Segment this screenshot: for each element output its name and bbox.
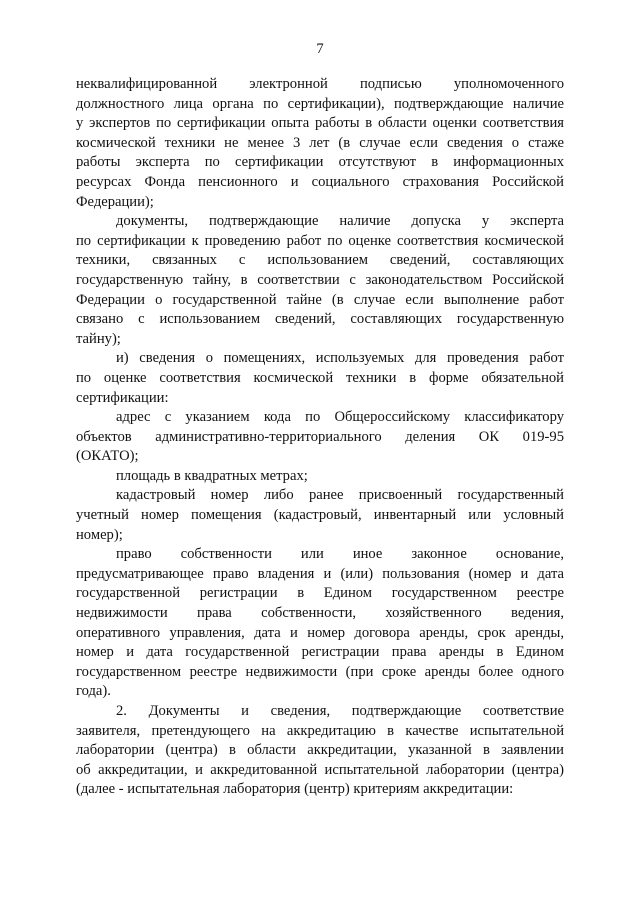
paragraph: [76, 545, 564, 702]
text-line: недвижимости права собственности, хозяйственного ведения,: [76, 605, 564, 622]
text-line: техники, связанных с использованием сведений, составляющих: [76, 252, 564, 269]
text-line: документы, подтверждающие наличие допуска у эксперта: [116, 213, 564, 230]
text-line: учетный номер помещения (кадастровый, инвентарный или условный: [76, 507, 564, 524]
text-line: Федерации о государственной тайне (в случае если выполнение работ: [76, 291, 564, 308]
paragraph: [76, 212, 564, 349]
text-line: по оценке соответствия космической техники в форме обязательной: [76, 369, 564, 386]
paragraph: [76, 486, 564, 545]
paragraph: [76, 75, 564, 212]
page-number: 7: [316, 41, 324, 57]
text-line: у экспертов по сертификации опыта работы в области оценки соответствия: [76, 115, 564, 132]
text-line: космической техники не менее 3 лет (в случае если сведения о стаже: [76, 134, 564, 151]
text-line: должностного лица органа по сертификации), подтверждающие наличие: [76, 95, 564, 112]
text-line: связано с использованием сведений, составляющих государственную: [76, 311, 564, 328]
text-line: адрес с указанием кода по Общероссийскому классификатору: [116, 409, 564, 426]
text-line: Федерации);: [76, 193, 154, 210]
paragraph: [76, 349, 564, 408]
paragraph: [76, 408, 564, 467]
text-line: (далее - испытательная лаборатория (центр) критериям аккредитации:: [76, 781, 514, 798]
document-body: [76, 75, 564, 800]
text-line: неквалифицированной электронной подписью уполномоченного: [76, 76, 564, 92]
text-line: номер);: [76, 526, 123, 543]
text-line: (ОКАТО);: [76, 448, 139, 465]
text-line: и) сведения о помещениях, используемых для проведения работ: [116, 350, 564, 367]
text-line: 2. Документы и сведения, подтверждающие соответствие: [116, 703, 564, 719]
text-line: сертификации:: [76, 389, 169, 406]
text-line: об аккредитации, и аккредитованной испытательной лаборатории (центра): [76, 761, 564, 778]
text-line: государственной регистрации в Едином государственном реестре: [76, 585, 564, 602]
text-line: номер и дата государственной регистрации права аренды в Едином: [76, 644, 564, 661]
text-line: кадастровый номер либо ранее присвоенный государственный: [116, 487, 564, 504]
text-line: ресурсах Фонда пенсионного и социального страхования Российской: [76, 173, 564, 190]
text-line: тайну);: [76, 330, 121, 347]
text-line: объектов административно-территориального деления ОК 019-95: [76, 428, 564, 445]
paragraph: [76, 467, 564, 487]
text-line: по сертификации к проведению работ по оценке соответствия космической: [76, 232, 564, 249]
text-line: года).: [76, 683, 111, 700]
text-line: право собственности или иное законное основание,: [116, 546, 564, 563]
text-line: заявителя, претендующего на аккредитацию в качестве испытательной: [76, 722, 564, 739]
text-line: государственную тайну, в соответствии с законодательством Российской: [76, 271, 564, 288]
text-line: лаборатории (центра) в области аккредитации, указанной в заявлении: [76, 742, 564, 759]
text-line: площадь в квадратных метрах;: [116, 467, 308, 484]
text-line: государственном реестре недвижимости (при сроке аренды более одного: [76, 663, 564, 680]
text-line: работы эксперта по сертификации отсутствуют в информационных: [76, 154, 564, 171]
paragraph: [76, 702, 564, 800]
text-line: оперативного управления, дата и номер договора аренды, срок аренды,: [76, 624, 564, 641]
text-line: предусматривающее право владения и (или) пользования (номер и дата: [76, 565, 564, 582]
